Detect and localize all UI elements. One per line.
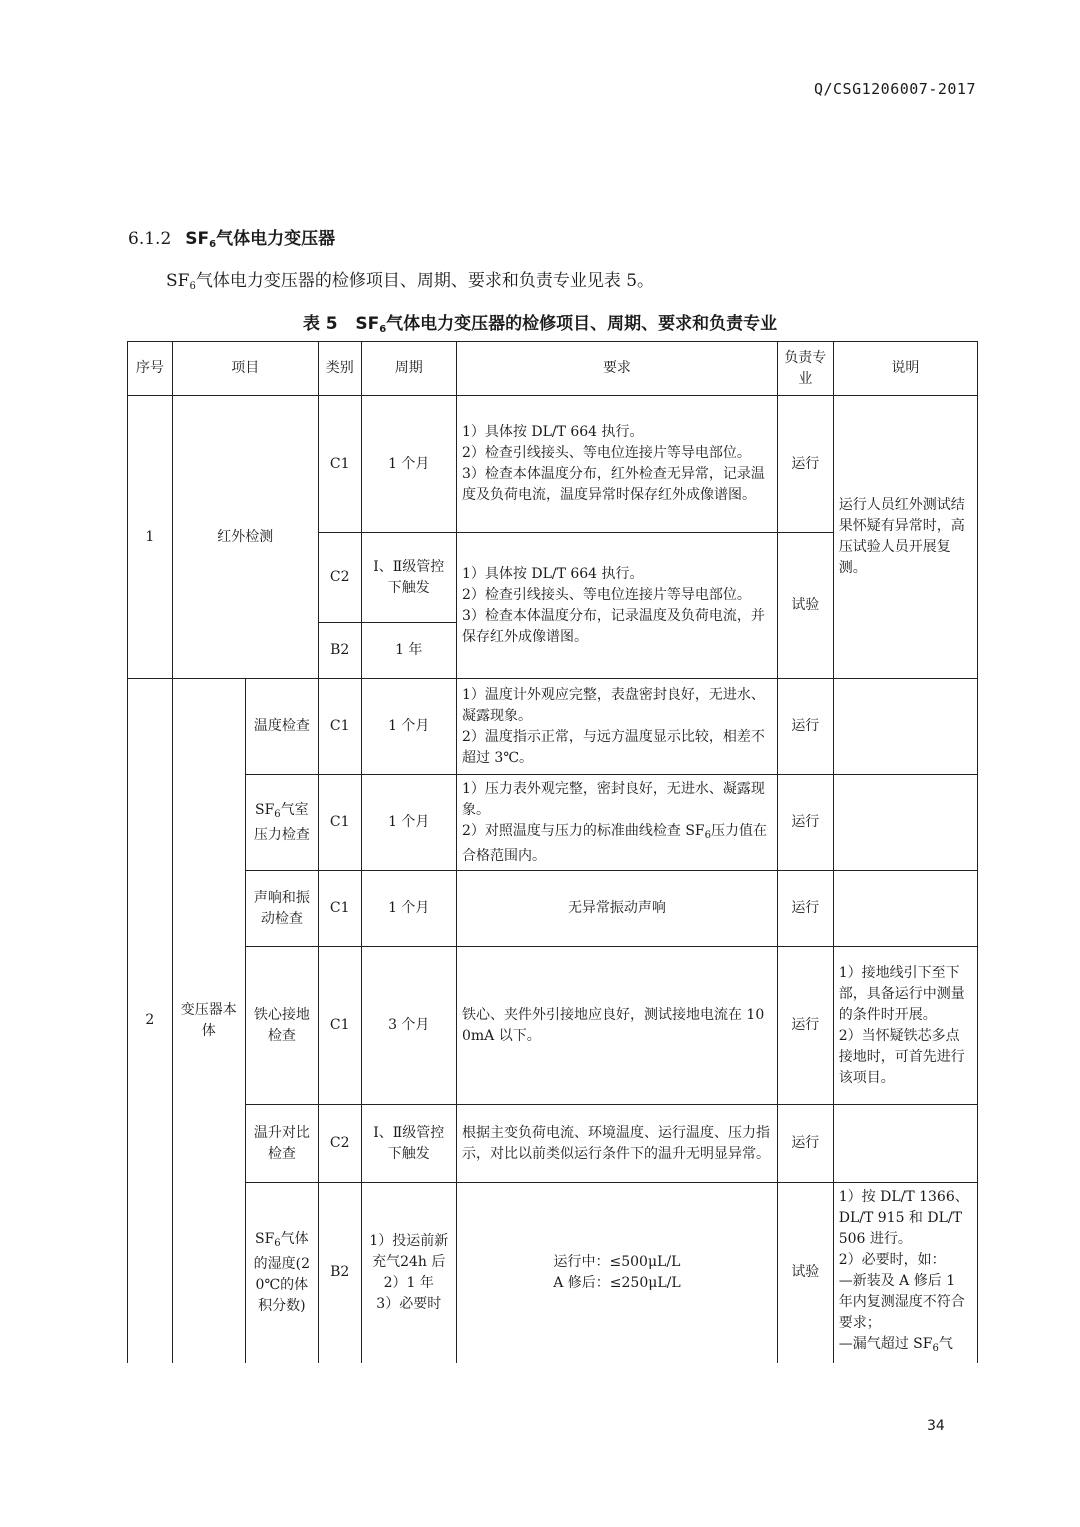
row2-sub-category: C1 xyxy=(318,871,361,947)
row1-seq: 1 xyxy=(128,396,173,679)
section-title-prefix: SF xyxy=(185,229,210,249)
req-sub: 6 xyxy=(704,829,712,841)
row2-sub-responsible: 运行 xyxy=(777,871,833,947)
row2-sub-responsible: 试验 xyxy=(777,1183,833,1363)
table-row xyxy=(128,775,978,871)
intro-paragraph xyxy=(166,266,654,292)
header-period: 周期 xyxy=(361,342,456,396)
row2-sub-name xyxy=(245,1183,318,1363)
header-responsible: 负责专业 xyxy=(777,342,833,396)
table-row xyxy=(128,947,978,1105)
row1-c1-responsible: 运行 xyxy=(777,396,833,533)
period-line: 2）1 年 xyxy=(383,1274,434,1291)
row2-sub-period xyxy=(361,1183,456,1363)
req-line: 运行中：≤500μL/L xyxy=(553,1253,681,1270)
req-line: A 修后：≤250μL/L xyxy=(553,1274,681,1291)
row2-sub-period: Ⅰ、Ⅱ级管控下触发 xyxy=(361,1105,456,1183)
name-suffix: 气体的湿度(20℃的体积分数) xyxy=(253,1230,311,1314)
name-suffix: 气室压力检查 xyxy=(253,801,310,843)
row1-c2-category: C2 xyxy=(318,533,361,623)
maintenance-table xyxy=(127,341,978,1363)
row1-remark: 运行人员红外测试结果怀疑有异常时，高压试验人员开展复测。 xyxy=(833,396,977,679)
row2-sub-category: C2 xyxy=(318,1105,361,1183)
table-header-row xyxy=(128,342,978,396)
remark-prefix: —漏气超过 SF xyxy=(838,1335,933,1352)
row1-b2-period: 1 年 xyxy=(361,623,456,679)
row1-c2-responsible: 试验 xyxy=(777,533,833,679)
remark-suffix: 气 xyxy=(938,1335,953,1352)
row2-sub-period: 1 个月 xyxy=(361,679,456,775)
remark-line: 2）必要时，如： xyxy=(838,1251,946,1268)
row2-sub-name: 铁心接地检查 xyxy=(245,947,318,1105)
intro-sub: 6 xyxy=(189,281,196,292)
table-row xyxy=(128,396,978,533)
row2-sub-name: 温升对比检查 xyxy=(245,1105,318,1183)
header-item: 项目 xyxy=(172,342,318,396)
row2-sub-responsible: 运行 xyxy=(777,679,833,775)
name-sub: 6 xyxy=(274,1237,281,1249)
row2-sub-requirement xyxy=(456,775,777,871)
row2-sub-remark xyxy=(833,871,977,947)
row2-sub-responsible: 运行 xyxy=(777,775,833,871)
row2-sub-requirement: 铁心、夹件外引接地应良好，测试接地电流在 100mA 以下。 xyxy=(456,947,777,1105)
req-line: 1）具体按 DL/T 664 执行。 xyxy=(461,424,644,440)
caption-prefix: SF xyxy=(355,314,380,334)
row2-sub-requirement xyxy=(456,679,777,775)
row2-sub-remark xyxy=(833,947,977,1105)
req-line: 3）检查本体温度分布，红外检查无异常，记录温度及负荷电流，温度异常时保存红外成像谱图。 xyxy=(461,466,765,503)
row2-sub-name: 声响和振动检查 xyxy=(245,871,318,947)
row2-seq: 2 xyxy=(128,679,173,1363)
remark-line xyxy=(839,1334,972,1359)
caption-sub: 6 xyxy=(379,324,387,335)
row2-sub-requirement: 根据主变负荷电流、环境温度、运行温度、压力指示，对比以前类似运行条件下的温升无明显异常。 xyxy=(456,1105,777,1183)
header-seq: 序号 xyxy=(128,342,173,396)
req-line: 1）温度计外观应完整，表盘密封良好，无进水、凝露现象。 xyxy=(461,686,765,724)
req-line: 2）检查引线接头、等电位连接片等导电部位。 xyxy=(461,445,751,461)
row1-c1-requirement xyxy=(456,396,777,533)
row1-item: 红外检测 xyxy=(172,396,318,679)
row2-sub-category: C1 xyxy=(318,679,361,775)
row2-sub-category: B2 xyxy=(318,1183,361,1363)
remark-sub: 6 xyxy=(932,1342,939,1354)
intro-prefix: SF xyxy=(166,271,190,291)
row2-sub-responsible: 运行 xyxy=(777,1105,833,1183)
section-heading xyxy=(128,224,335,250)
row1-c1-period: 1 个月 xyxy=(361,396,456,533)
req-suffix: 压力值在合格范围内。 xyxy=(461,822,768,864)
remark-line: 1）接地线引下至下部，具备运行中测量的条件时开展。 xyxy=(838,964,965,1023)
table-row xyxy=(128,871,978,947)
name-sub: 6 xyxy=(274,808,281,820)
req-line: 3）检查本体温度分布，记录温度及负荷电流，并保存红外成像谱图。 xyxy=(461,607,765,645)
row1-c1-category: C1 xyxy=(318,396,361,533)
period-line: 3）必要时 xyxy=(376,1295,442,1312)
row2-item: 变压器本体 xyxy=(172,679,245,1363)
section-title-sub: 6 xyxy=(209,239,217,250)
req-line xyxy=(462,821,772,867)
row2-sub-period: 3 个月 xyxy=(361,947,456,1105)
section-title-suffix: 气体电力变压器 xyxy=(216,229,336,249)
header-requirement: 要求 xyxy=(456,342,777,396)
table-row xyxy=(128,679,978,775)
req-line: 2）检查引线接头、等电位连接片等导电部位。 xyxy=(461,586,751,603)
req-line: 1）具体按 DL/T 664 执行。 xyxy=(461,565,644,582)
table-row xyxy=(128,1105,978,1183)
caption-label: 表 5 xyxy=(302,314,338,334)
row2-sub-requirement: 无异常振动声响 xyxy=(456,871,777,947)
row2-sub-remark xyxy=(833,775,977,871)
remark-line: —新装及 A 修后 1 年内复测湿度不符合要求； xyxy=(838,1272,965,1331)
period-line: 1）投运前新充气24h 后 xyxy=(369,1232,449,1270)
header-category: 类别 xyxy=(318,342,361,396)
req-line: 2）温度指示正常，与远方温度显示比较，相差不超过 3℃。 xyxy=(461,728,765,766)
caption-suffix: 气体电力变压器的检修项目、周期、要求和负责专业 xyxy=(386,314,778,334)
row2-sub-responsible: 运行 xyxy=(777,947,833,1105)
row1-b2-category: B2 xyxy=(318,623,361,679)
row2-sub-remark xyxy=(833,679,977,775)
header-remarks: 说明 xyxy=(833,342,977,396)
req-line: 1）压力表外观完整，密封良好，无进水、凝露现象。 xyxy=(461,780,765,818)
row2-sub-category: C1 xyxy=(318,947,361,1105)
row1-c2-requirement xyxy=(456,533,777,679)
table-caption xyxy=(0,309,1080,335)
section-number: 6.1.2 xyxy=(128,229,172,249)
row2-sub-remark xyxy=(833,1183,977,1363)
page-number: 34 xyxy=(927,1418,945,1434)
name-prefix: SF xyxy=(254,801,275,818)
row2-sub-name xyxy=(245,775,318,871)
req-prefix: 2）对照温度与压力的标准曲线检查 SF xyxy=(461,822,705,839)
standard-code: Q/CSG1206007-2017 xyxy=(813,80,976,98)
row2-sub-remark xyxy=(833,1105,977,1183)
name-prefix: SF xyxy=(254,1230,275,1247)
table-row xyxy=(128,1183,978,1363)
intro-suffix: 气体电力变压器的检修项目、周期、要求和负责专业见表 5。 xyxy=(195,271,655,291)
remark-line: 2）当怀疑铁芯多点接地时，可首先进行该项目。 xyxy=(838,1027,965,1086)
row2-sub-name: 温度检查 xyxy=(245,679,318,775)
row2-sub-category: C1 xyxy=(318,775,361,871)
row2-sub-period: 1 个月 xyxy=(361,775,456,871)
remark-line: 1）按 DL/T 1366、DL/T 915 和 DL/T 506 进行。 xyxy=(838,1188,969,1247)
row2-sub-requirement xyxy=(456,1183,777,1363)
row1-c2-period: Ⅰ、Ⅱ级管控下触发 xyxy=(361,533,456,623)
row2-sub-period: 1 个月 xyxy=(361,871,456,947)
